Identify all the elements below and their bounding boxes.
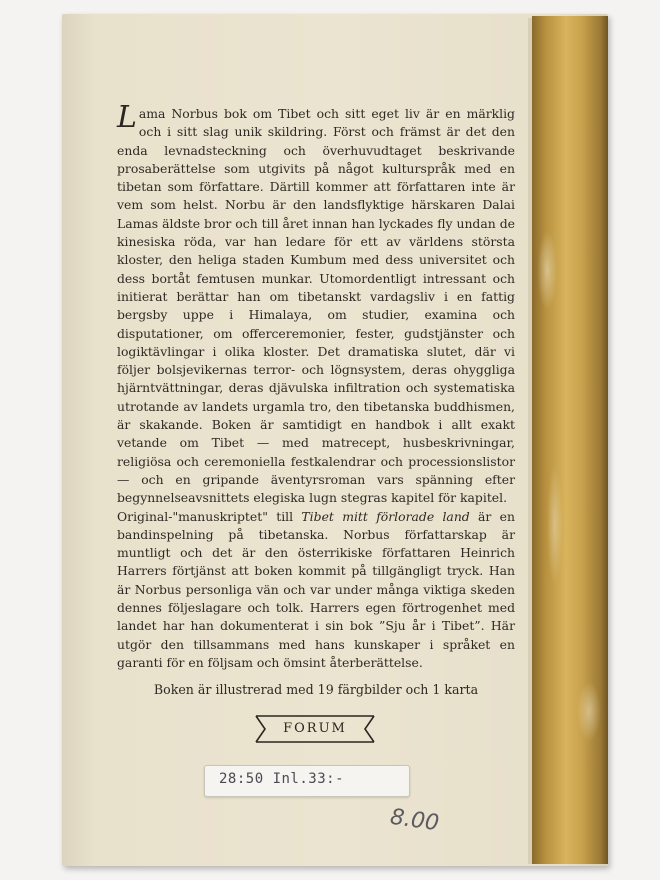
price-sticker bbox=[204, 765, 410, 797]
illustration-note: Boken är illustrerad med 19 färgbilder och 1 karta bbox=[153, 682, 479, 697]
blurb-paragraph-1-text: ama Norbus bok om Tibet och sitt eget liv är en märklig och i sitt slag unik skildring. Först och främst är det den enda levnadsteckning och överhuvudtaget beskrivande prosaberättelse som utgivits på något kulturspråk med en tibetan som författare. Därtill kommer att författaren inte är vem som helst. Norbu är den landsflyktige härskaren Dalai Lamas äldste bror och till året innan han lyckades fly undan de kinesiska röda, var han ledare för ett av världens största kloster, den heliga staden Kumbum med dess universitet och dess bortåt femtusen munkar. Utomordentligt intressant och initierat berättar han om tibetanskt vardagsliv i en fattig bergsby uppe i Himalaya, om studier, examina och disputationer, om offerceremonier, fester, gudstjänster och logiktävlingar i olika kloster. Det dramatiska slutet, där vi följer bolsjevikernas terror- och lögnsystem, deras ohyggliga hjärntvättningar, deras djävulska infiltration och systematiska utrotande av landets urgamla tro, den tibetanska buddhismen, är skakande. Boken är samtidigt en handbok i allt exakt vetande om Tibet — med matrecept, husbeskrivningar, religiösa och ceremoniella festkalendrar och processionslistor — och en gripande äventyrsroman vars spänning efter begynnelseavsnittets elegiska lugn stegras kapitel för kapitel. bbox=[117, 106, 515, 506]
spine-wear bbox=[532, 16, 608, 864]
blurb-paragraph-2-start: Original-"manuskriptet" till bbox=[117, 508, 302, 524]
handwritten-price: 8.00 bbox=[388, 804, 441, 837]
blurb-paragraph-2-rest: är en bandinspelning på tibetanska. Norbus författarskap är muntligt och det är den österrikiske författaren Heinrich Harrers förtjänst att boken kommit på tillgängligt tryck. Han är Norbus personliga vän och var under många viktiga skeden dennes följeslagare och tolk. Harrers egen förtrogenhet med landet har han dokumenterat i sin bok ”Sju år i Tibet”. Här utgör den tillsammans med hans kunskaper i språket en garanti för en följsam och ömsint återberättelse. bbox=[117, 508, 515, 670]
sticker-text: 28:50 Inl.33:- bbox=[219, 771, 345, 787]
blurb-paragraph-1 bbox=[117, 100, 515, 508]
blurb-paragraph-2 bbox=[117, 508, 515, 673]
book-title: Tibet mitt förlorade land bbox=[301, 508, 470, 524]
publisher-name: FORUM bbox=[283, 721, 347, 736]
back-cover-blurb bbox=[117, 100, 515, 672]
drop-cap: L bbox=[117, 100, 137, 135]
publisher-logo bbox=[252, 713, 378, 745]
